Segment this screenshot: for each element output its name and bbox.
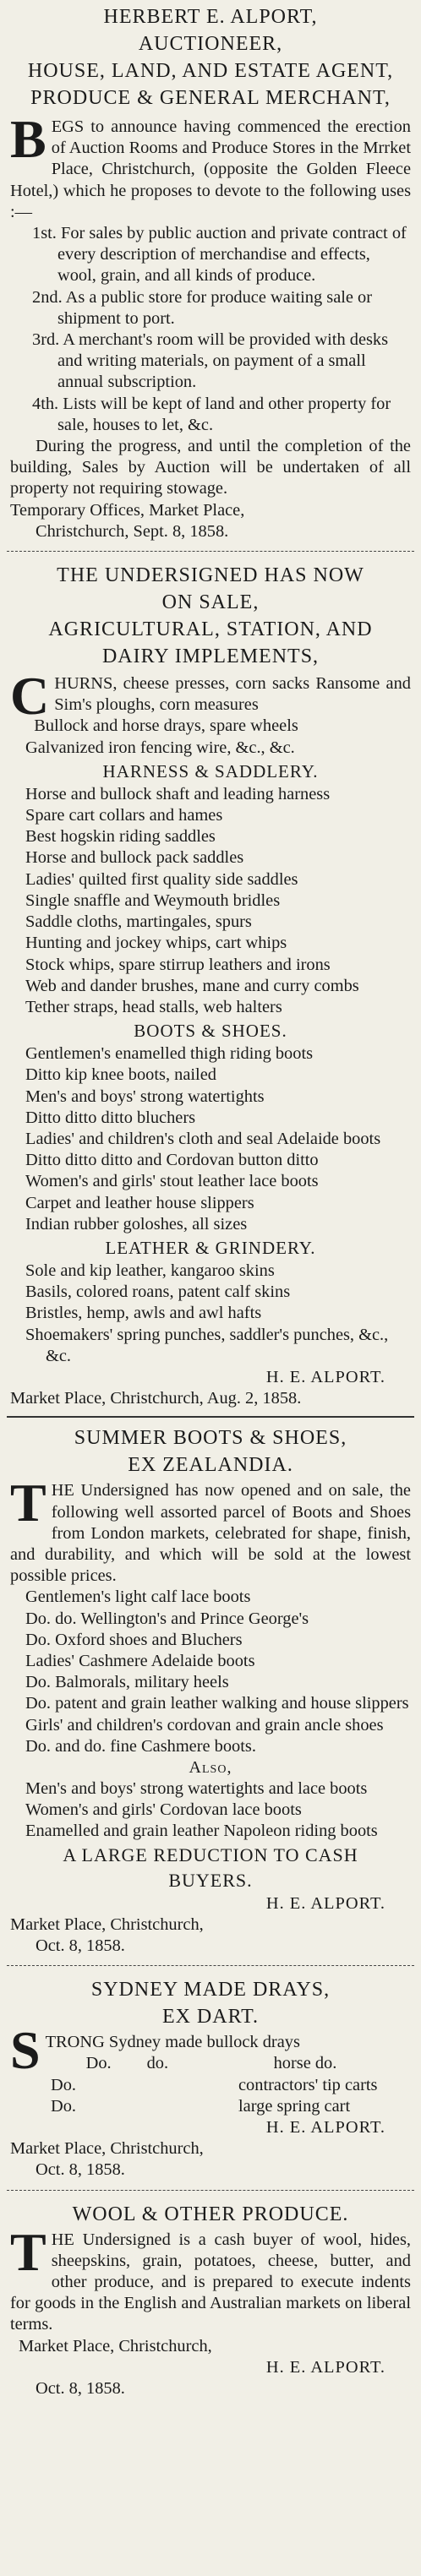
- ad5-heading-1: WOOL & OTHER PRODUCE.: [72, 2203, 349, 2225]
- ad2-heading-4: DAIRY IMPLEMENTS,: [101, 645, 320, 668]
- ad4-heading-1: SYDNEY MADE DRAYS,: [90, 1979, 331, 2001]
- ad-summer-boots: [7, 1424, 414, 1957]
- ad5-intro-paragraph: [10, 2221, 411, 2336]
- ad-implements: [7, 562, 414, 1409]
- ad1-use-item: 4th. Lists will be kept of land and other property for sale, houses to let, &c.: [32, 394, 391, 434]
- ad2-item: Ladies' and children's cloth and seal Adelaide boots: [25, 1129, 381, 1148]
- ad3-date2: Oct. 8, 1858.: [36, 1936, 125, 1956]
- ad4-row-col-b: [112, 2075, 238, 2096]
- ad2-dropcap: C: [10, 666, 50, 727]
- ad4-row-col-b: [112, 2096, 238, 2117]
- ad4-row: [46, 2053, 411, 2074]
- ad4-row-col-c: contractors' tip carts: [238, 2075, 378, 2094]
- ad2-item: Ditto ditto ditto bluchers: [25, 1108, 196, 1127]
- ad3-item: Do. Oxford shoes and Bluchers: [25, 1630, 243, 1649]
- ad3-also: Also,: [189, 1758, 232, 1777]
- ad4-intro: TRONG Sydney made bullock drays: [45, 2033, 300, 2052]
- ad2-item: Best hogskin riding saddles: [25, 827, 216, 847]
- ad3-reduction-1: A LARGE REDUCTION TO CASH: [63, 1844, 358, 1865]
- ad4-dropcap: S: [10, 2020, 41, 2081]
- ad2-item: Bullock and horse drays, spare wheels: [34, 716, 298, 736]
- ad5-intro: HE Undersigned is a cash buyer of wool, hides, sheepskins, grain, potatoes, cheese, butter, and other produce, and is prepared to execute indents for goods in the English and Australian markets on liberal terms.: [10, 2230, 411, 2334]
- ad3-dropcap: T: [10, 1473, 46, 1533]
- ad3-item: Do. and do. fine Cashmere boots.: [25, 1736, 256, 1756]
- ad2-item: Bristles, hemp, awls and awl hafts: [25, 1304, 262, 1323]
- ad-sydney-drays: [7, 1976, 414, 2181]
- ad2-date: Market Place, Christchurch, Aug. 2, 1858.: [10, 1389, 302, 1408]
- ad4-row-col-a: Do.: [85, 2054, 112, 2073]
- ad1-use-item: 3rd. A merchant's room will be provided with desks and writing materials, on payment of a small annual subscription.: [32, 330, 389, 392]
- ad2-item: Single snaffle and Weymouth bridles: [25, 890, 281, 910]
- ad2-item: Carpet and leather house slippers: [25, 1193, 254, 1212]
- ad-auction-rooms: [7, 3, 414, 542]
- ad3-heading-1: SUMMER BOOTS & SHOES,: [74, 1427, 347, 1450]
- ad4-row: [10, 2096, 411, 2117]
- ad2-item: Galvanized iron fencing wire, &c., &c.: [25, 738, 295, 757]
- divider: [7, 2190, 414, 2191]
- ad2-item: Hunting and jockey whips, cart whips: [25, 934, 287, 953]
- ad2-item: Ditto kip knee boots, nailed: [25, 1065, 216, 1085]
- ad2-heading-1: THE UNDERSIGNED HAS NOW: [57, 564, 364, 587]
- ad4-row-col-b: do.: [146, 2054, 169, 2073]
- divider: [7, 551, 414, 552]
- ad1-heading-line: PRODUCE & GENERAL MERCHANT,: [30, 87, 391, 109]
- ad2-item: Tether straps, head stalls, web halters: [25, 997, 282, 1016]
- ad4-row-col-a: Do.: [51, 2096, 77, 2116]
- ad3-signature: H. E. ALPORT.: [265, 1893, 385, 1913]
- ad3-item: Girls' and children's cordovan and grain ancle shoes: [25, 1715, 384, 1735]
- ad2-item: Men's and boys' strong watertights: [25, 1086, 265, 1106]
- ad2-item: Women's and girls' stout leather lace boots: [25, 1172, 319, 1191]
- ad-wool-produce: [7, 2201, 414, 2400]
- ad3-intro: HE Undersigned has now opened and on sale, the following well assorted parcel of Boots and Shoes from London markets, celebrated for shape, finish, and durability, and which will be sold at the lowest possible prices.: [10, 1481, 411, 1586]
- ad2-category-boots: BOOTS & SHOES.: [134, 1021, 287, 1042]
- ad3-intro-paragraph: [10, 1473, 411, 1587]
- newspaper-column: [7, 3, 414, 2399]
- ad2-signature: H. E. ALPORT.: [265, 1367, 385, 1386]
- ad1-heading-line: AUCTIONEER,: [138, 33, 283, 55]
- ad3-reduction-2: BUYERS.: [168, 1869, 253, 1891]
- ad5-date1: Market Place, Christchurch,: [19, 2336, 212, 2355]
- ad3-item: Men's and boys' strong watertights and lace boots: [25, 1779, 368, 1798]
- ad3-date1: Market Place, Christchurch,: [10, 1914, 204, 1934]
- ad1-intro: EGS to announce having commenced the erection of Auction Rooms and Produce Stores in the Mrrket Place, Christchurch, (opposite the Golden Fleece Hotel,) which he proposes to devote to the following uses :—: [10, 117, 411, 221]
- ad2-item: Basils, colored roans, patent calf skins: [25, 1283, 291, 1302]
- ad2-item: Gentlemen's enamelled thigh riding boots: [25, 1044, 314, 1064]
- ad2-item: Sole and kip leather, kangaroo skins: [25, 1261, 275, 1280]
- ad1-name: HERBERT E. ALPORT,: [103, 6, 318, 28]
- ad1-dropcap: B: [10, 109, 46, 169]
- ad1-use-item: 1st. For sales by public auction and private contract of every description of merchandise and effects, wool, grain, and all kinds of produce.: [32, 224, 407, 286]
- ad3-item: Do. patent and grain leather walking and house slippers: [25, 1694, 409, 1713]
- ad2-item: Ladies' quilted first quality side saddles: [25, 869, 298, 889]
- ad2-item: Horse and bullock shaft and leading harness: [25, 784, 331, 803]
- ad2-item: Spare cart collars and hames: [25, 806, 223, 825]
- ad4-date2: Oct. 8, 1858.: [36, 2160, 125, 2180]
- ad5-date2: Oct. 8, 1858.: [36, 2379, 125, 2399]
- ad3-item: Gentlemen's light calf lace boots: [25, 1588, 251, 1607]
- ad2-item: Indian rubber goloshes, all sizes: [25, 1214, 248, 1234]
- ad4-signature: H. E. ALPORT.: [265, 2118, 385, 2138]
- ad3-heading-2: EX ZEALANDIA.: [128, 1454, 293, 1477]
- ad1-date-line2: Christchurch, Sept. 8, 1858.: [36, 521, 229, 541]
- ad2-intro: HURNS, cheese presses, corn sacks Ransome and Sim's ploughs, corn measures: [54, 674, 411, 715]
- ad1-heading-line: HOUSE, LAND, AND ESTATE AGENT,: [27, 60, 394, 82]
- ad2-item: Shoemakers' spring punches, saddler's punches, &c., &c.: [25, 1325, 389, 1365]
- ad4-row: [10, 2075, 411, 2096]
- ad2-item: Horse and bullock pack saddles: [25, 848, 244, 868]
- ad2-heading-2: ON SALE,: [161, 591, 260, 614]
- ad3-item: Do. do. Wellington's and Prince George's: [25, 1609, 309, 1628]
- ad1-closing: During the progress, and until the completion of the building, Sales by Auction will be undertaken of all property not requiring stowage.: [10, 437, 411, 498]
- ad4-date1: Market Place, Christchurch,: [10, 2139, 204, 2159]
- ad2-item: Stock whips, spare stirrup leathers and irons: [25, 955, 331, 974]
- ad2-heading-3: AGRICULTURAL, STATION, AND: [48, 618, 373, 641]
- ad1-use-item: 2nd. As a public store for produce waiting sale or shipment to port.: [32, 287, 373, 328]
- ad3-item: Enamelled and grain leather Napoleon riding boots: [25, 1822, 378, 1841]
- ad2-item: Web and dander brushes, mane and curry combs: [25, 976, 359, 995]
- ad2-category-leather: LEATHER & GRINDERY.: [105, 1237, 316, 1258]
- ad2-item: Saddle cloths, martingales, spurs: [25, 912, 252, 932]
- ad4-heading-2: EX DART.: [161, 2006, 260, 2029]
- ad5-signature: H. E. ALPORT.: [265, 2357, 385, 2377]
- divider: [7, 1416, 414, 1418]
- ad3-item: Ladies' Cashmere Adelaide boots: [25, 1651, 255, 1670]
- ad4-row-col-c: large spring cart: [238, 2096, 351, 2116]
- ad3-item: Do. Balmorals, military heels: [25, 1673, 229, 1692]
- ad1-intro-paragraph: [10, 109, 411, 223]
- ad4-row-col-c: horse do.: [273, 2054, 337, 2073]
- ad3-item: Women's and girls' Cordovan lace boots: [25, 1800, 302, 1820]
- ad2-category-harness: HARNESS & SADDLERY.: [102, 760, 319, 782]
- ad2-item: Ditto ditto ditto and Cordovan button ditto: [25, 1151, 319, 1170]
- divider: [7, 1965, 414, 1966]
- ad5-dropcap: T: [10, 2221, 46, 2282]
- ad4-row-col-a: Do.: [51, 2075, 77, 2094]
- ad1-heading-lines: [10, 30, 411, 112]
- ad1-date-line1: Temporary Offices, Market Place,: [10, 500, 245, 520]
